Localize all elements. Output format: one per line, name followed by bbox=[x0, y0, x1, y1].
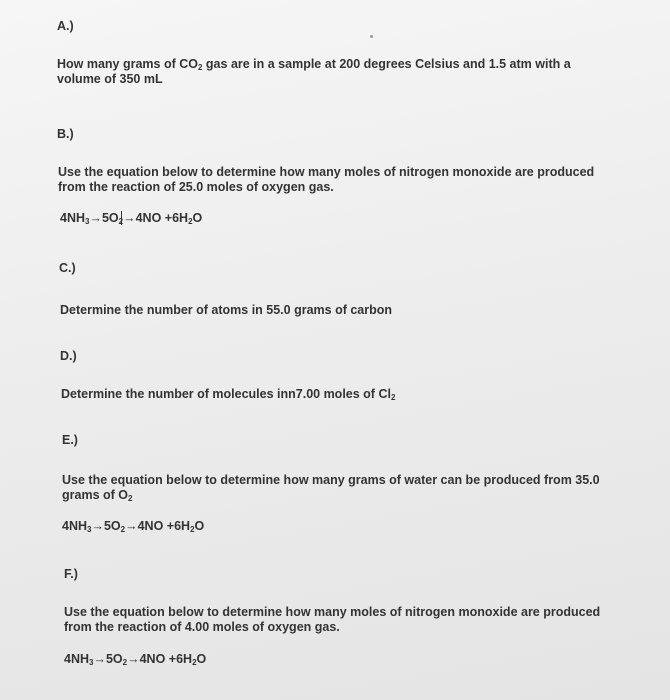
question-b-equation: $4NH_3\to 5O_2\to 4NO +6H_2O$ bbox=[60, 211, 203, 226]
question-e-text: Use the equation below to determine how many grams of water can be produced from 35.0 grams of $O_2$ bbox=[62, 473, 600, 503]
question-f-label: F.) bbox=[64, 567, 78, 581]
question-f-text: Use the equation below to determine how many moles of nitrogen monoxide are produced from the reaction of 4.00 moles of oxygen gas. bbox=[64, 605, 601, 634]
question-f-equation: $4NH_3\to 5O_2\to 4NO +6H_2O$ bbox=[64, 652, 207, 667]
question-d-label: D.) bbox=[60, 349, 77, 363]
question-a-text: How many grams of $CO_2$ gas are in a sample at 200 degrees Celsius and 1.5 atm with a volume of 350 mL bbox=[57, 57, 571, 86]
question-c-text: Determine the number of atoms in 55.0 grams of carbon bbox=[60, 303, 393, 317]
question-a-label: A.) bbox=[57, 19, 74, 33]
question-d-text: Determine the number of molecules inn7.00 moles of $Cl_2$ bbox=[61, 387, 396, 402]
speck-mark bbox=[370, 35, 373, 38]
question-b-text: Use the equation below to determine how many moles of nitrogen monoxide are produced from the reaction of 25.0 moles of oxygen gas. bbox=[58, 165, 595, 194]
question-c-label: C.) bbox=[59, 261, 76, 275]
question-e-label: E.) bbox=[62, 433, 78, 447]
question-e-equation: $4NH_3\to 5O_2\to 4NO +6H_2O$ bbox=[62, 519, 205, 534]
question-b-label: B.) bbox=[57, 127, 74, 141]
